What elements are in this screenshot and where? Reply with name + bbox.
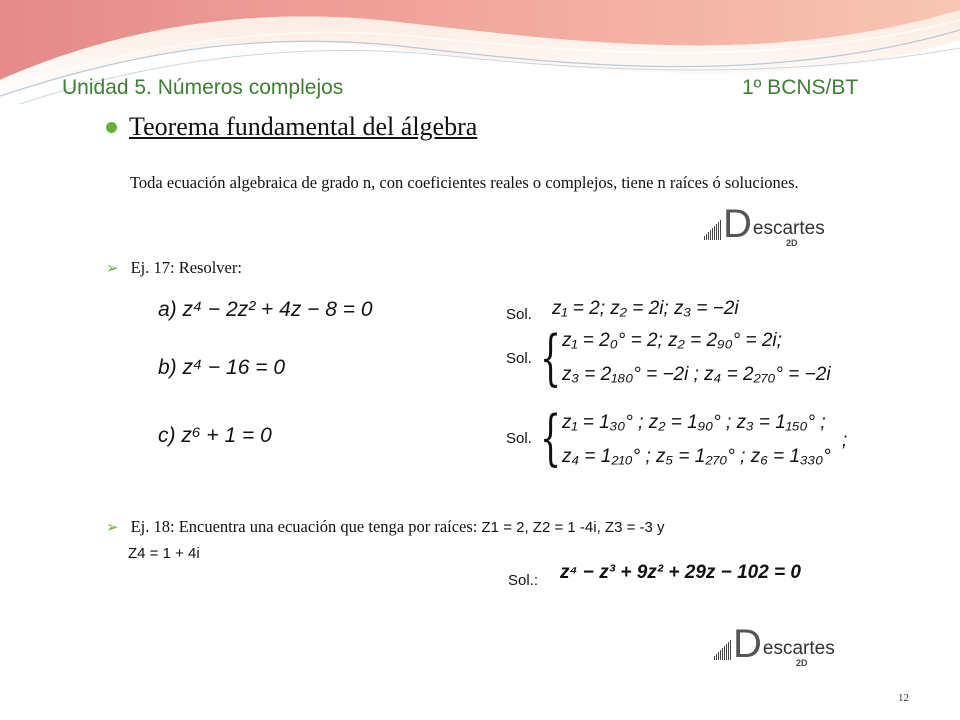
page-number: 12 — [898, 692, 909, 704]
logo-wordmark: escartes — [762, 638, 835, 659]
exercise-18-roots-2: Z4 = 1 + 4i — [128, 545, 200, 562]
bullet-dot-icon — [106, 122, 117, 133]
logo-bars-icon — [704, 220, 721, 240]
exercise-18-roots: Z1 = 2, Z2 = 1 -4i, Z3 = -3 y — [481, 519, 665, 536]
logo-letter: D — [723, 202, 752, 246]
logo-letter: D — [733, 622, 762, 666]
sol-label-a: Sol. — [506, 306, 532, 323]
solution-c-line1: z₁ = 1₃₀° ; z₂ = 1₉₀° ; z₃ = 1₁₅₀° ; — [562, 412, 826, 433]
arrow-bullet-icon: ➢ — [106, 518, 119, 536]
logo-2d: 2D — [796, 658, 808, 668]
solution-c-line2: z₄ = 1₂₁₀° ; z₅ = 1₂₇₀° ; z₆ = 1₃₃₀° — [562, 446, 831, 467]
exercise-17-label — [106, 258, 242, 278]
course-label: 1º BCNS/BT — [742, 76, 859, 99]
logo-wordmark: escartes — [752, 218, 825, 239]
logo-bars-icon — [714, 640, 731, 660]
solution-18: z⁴ − z³ + 9z² + 29z − 102 = 0 — [560, 562, 801, 583]
solution-b-line1: z₁ = 2₀° = 2; z₂ = 2₉₀° = 2i; — [562, 330, 782, 351]
equation-a: a) z⁴ − 2z² + 4z − 8 = 0 — [158, 298, 373, 321]
sol-label-18: Sol.: — [508, 572, 539, 589]
sol-label-c: Sol. — [506, 430, 532, 447]
arrow-bullet-icon: ➢ — [106, 259, 119, 277]
exercise-18 — [106, 514, 866, 566]
exercise-18-text: Ej. 18: Encuentra una ecuación que tenga por raíces: — [130, 517, 478, 536]
brace-icon: { — [540, 403, 562, 473]
solution-b-line2: z₃ = 2₁₈₀° = −2i ; z₄ = 2₂₇₀° = −2i — [562, 364, 831, 385]
logo-2d: 2D — [786, 238, 798, 248]
sol-label-b: Sol. — [506, 350, 532, 367]
unit-title: Unidad 5. Números complejos — [62, 76, 344, 99]
solution-a: z₁ = 2; z₂ = 2i; z₃ = −2i — [552, 298, 739, 319]
page-title: Teorema fundamental del álgebra — [129, 112, 478, 141]
header-banner — [0, 0, 960, 120]
equation-c: c) z⁶ + 1 = 0 — [158, 424, 272, 447]
solution-c-trailing: ; — [842, 430, 848, 451]
brace-icon: { — [540, 323, 562, 393]
descartes-logo — [714, 622, 835, 668]
equation-b: b) z⁴ − 16 = 0 — [158, 356, 286, 379]
section-heading — [106, 112, 477, 142]
theorem-statement: Toda ecuación algebraica de grado n, con coeficientes reales o complejos, tiene n raíces ó soluciones. — [130, 173, 799, 192]
exercise-17-text: Ej. 17: Resolver: — [130, 258, 242, 277]
descartes-logo — [704, 202, 825, 248]
